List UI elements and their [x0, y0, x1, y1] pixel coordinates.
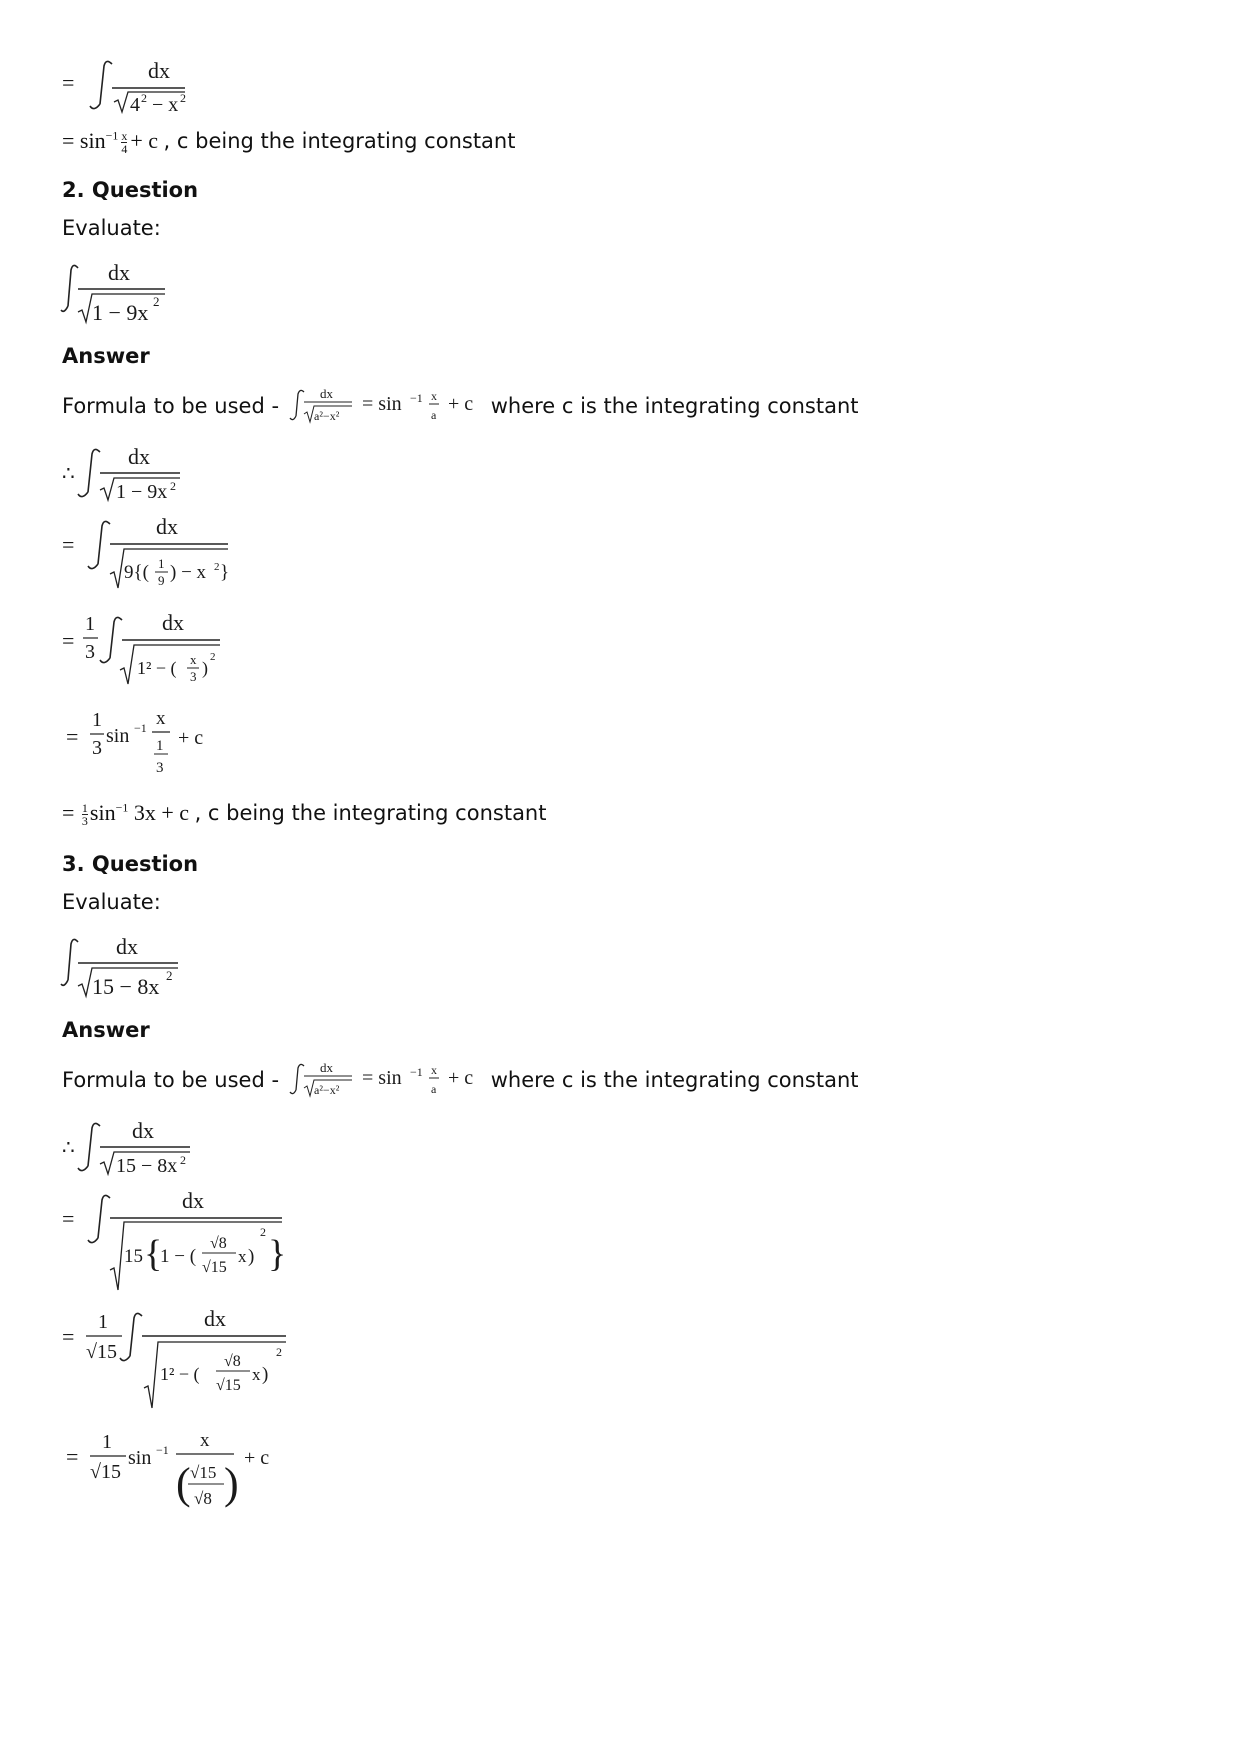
- svg-text:2: 2: [170, 479, 176, 493]
- svg-text:3: 3: [190, 669, 197, 684]
- q3-integral: [58, 930, 268, 1002]
- svg-text:dx: dx: [128, 444, 150, 469]
- q2-formula-line: [62, 384, 859, 428]
- math-render: [60, 50, 260, 120]
- svg-text:= sin: = sin: [361, 1067, 402, 1089]
- svg-text:dx: dx: [116, 934, 138, 959]
- formula-prefix: Formula to be used -: [62, 394, 286, 418]
- svg-text:√8: √8: [224, 1353, 241, 1370]
- svg-text:√15: √15: [86, 1341, 117, 1363]
- q2-step-2: [60, 512, 280, 596]
- q2-integral: [58, 256, 258, 328]
- q3-step-3: [60, 1304, 330, 1414]
- formula-prefix: Formula to be used -: [62, 1068, 286, 1092]
- math-render: [60, 608, 280, 692]
- svg-text:=: =: [62, 628, 75, 653]
- svg-text:9: 9: [158, 573, 165, 588]
- svg-text:a²−x²: a²−x²: [313, 1083, 339, 1097]
- svg-text:2: 2: [210, 651, 216, 663]
- svg-text:dx: dx: [319, 386, 333, 401]
- q2-result-line: [62, 800, 546, 836]
- svg-text:15: 15: [124, 1246, 143, 1267]
- svg-text:2: 2: [141, 91, 147, 105]
- svg-text:−1: −1: [156, 1443, 169, 1457]
- svg-text:2: 2: [180, 1153, 186, 1167]
- svg-text:=: =: [66, 1444, 79, 1469]
- svg-text:1: 1: [102, 1431, 112, 1453]
- svg-text:√15: √15: [190, 1463, 217, 1482]
- q3-step-4: [60, 1424, 320, 1524]
- svg-text:1 − 9x: 1 − 9x: [92, 300, 149, 325]
- svg-text:3: 3: [92, 737, 102, 759]
- svg-text:): ): [224, 1459, 239, 1508]
- math-render: [58, 930, 268, 1002]
- svg-text:1: 1: [98, 1311, 108, 1333]
- svg-text:}: }: [268, 1233, 287, 1275]
- svg-text:): ): [262, 1364, 269, 1385]
- q2-evaluate-label: Evaluate:: [62, 216, 161, 240]
- q3-step-2: [60, 1186, 330, 1296]
- svg-text:+ c: + c: [244, 1447, 270, 1469]
- svg-text:}: }: [220, 562, 230, 583]
- svg-text:): ): [248, 1246, 255, 1267]
- svg-text:∴: ∴: [62, 463, 75, 485]
- svg-text:+ c: + c: [447, 393, 473, 415]
- svg-text:=: =: [62, 1324, 75, 1349]
- svg-text:a: a: [430, 1082, 437, 1096]
- svg-text:√8: √8: [194, 1489, 212, 1508]
- svg-text:−1: −1: [134, 721, 147, 735]
- svg-text:1: 1: [92, 709, 102, 731]
- q2-step-1: [60, 440, 260, 512]
- svg-text:3: 3: [85, 641, 95, 663]
- svg-text:1 − (: 1 − (: [160, 1246, 197, 1267]
- svg-text:dx: dx: [148, 58, 170, 83]
- svg-text:2: 2: [180, 91, 186, 105]
- svg-text:dx: dx: [108, 260, 130, 285]
- math-render: [60, 512, 280, 596]
- result-math: = $\frac{1}{3}$ $\sin^{-1} 3x + c$: [62, 800, 195, 829]
- math-render: [60, 1114, 280, 1186]
- svg-text:4: 4: [130, 94, 140, 116]
- svg-text:3: 3: [156, 760, 164, 776]
- q2-answer-label: Answer: [62, 344, 150, 368]
- svg-text:x: x: [200, 1430, 210, 1451]
- svg-text:1: 1: [156, 738, 164, 754]
- svg-text:+ c: + c: [178, 727, 204, 749]
- svg-text:x: x: [430, 1063, 437, 1077]
- result-math: = $\sin^{-1}$ $\frac{x}{4}$ + c: [62, 128, 164, 157]
- svg-text:x: x: [190, 652, 197, 667]
- svg-text:x: x: [238, 1247, 247, 1266]
- svg-text:2: 2: [276, 1345, 282, 1359]
- svg-text:a²−x²: a²−x²: [313, 409, 339, 423]
- svg-text:=: =: [62, 532, 75, 557]
- svg-text:a: a: [430, 408, 437, 422]
- math-render: [58, 256, 258, 328]
- q3-formula-line: [62, 1058, 859, 1102]
- q2-heading: 2. Question: [62, 178, 199, 202]
- svg-text:x: x: [156, 708, 166, 729]
- svg-text:=: =: [66, 724, 79, 749]
- svg-text:√15: √15: [216, 1377, 241, 1394]
- svg-text:) − x: ) − x: [170, 562, 207, 583]
- math-render: [60, 1304, 330, 1414]
- svg-text:1: 1: [85, 613, 95, 635]
- svg-text:−1: −1: [409, 391, 423, 405]
- svg-text:2: 2: [153, 294, 160, 309]
- svg-text:dx: dx: [156, 514, 178, 539]
- svg-text:=: =: [62, 70, 75, 95]
- svg-text:2: 2: [214, 561, 220, 573]
- svg-text:√15: √15: [202, 1259, 227, 1276]
- svg-text:1 − 9x: 1 − 9x: [116, 481, 168, 503]
- math-render: [60, 702, 280, 784]
- q2-step-4: [60, 702, 280, 784]
- svg-text:): ): [202, 658, 208, 678]
- svg-text:dx: dx: [182, 1188, 204, 1213]
- svg-text:dx: dx: [162, 610, 184, 635]
- svg-text:2: 2: [166, 968, 173, 983]
- svg-text:sin: sin: [128, 1447, 152, 1469]
- svg-text:dx: dx: [132, 1118, 154, 1143]
- svg-text:√8: √8: [210, 1235, 227, 1252]
- math-render: [60, 1424, 320, 1524]
- q3-step-1: [60, 1114, 280, 1186]
- svg-text:{: {: [144, 1233, 163, 1275]
- result-text: , c being the integrating constant: [163, 129, 516, 153]
- svg-text:x: x: [430, 389, 437, 403]
- math-render: [60, 1186, 330, 1296]
- svg-text:1² − (: 1² − (: [137, 658, 177, 678]
- svg-text:+ c: + c: [447, 1067, 473, 1089]
- step-integral-4-squared: [60, 50, 260, 120]
- svg-text:− x: − x: [152, 94, 179, 116]
- math-render: [60, 440, 260, 512]
- svg-text:√15: √15: [90, 1461, 121, 1483]
- q3-answer-label: Answer: [62, 1018, 150, 1042]
- svg-text:1: 1: [158, 556, 165, 571]
- svg-text:2: 2: [260, 1225, 266, 1239]
- formula-math: [286, 1058, 491, 1102]
- q3-evaluate-label: Evaluate:: [62, 890, 161, 914]
- svg-text:1² − (: 1² − (: [160, 1364, 200, 1384]
- result-text: , c being the integrating constant: [194, 801, 547, 825]
- formula-suffix: where c is the integrating constant: [490, 1068, 859, 1092]
- svg-text:9{(: 9{(: [124, 562, 149, 583]
- formula-math: [286, 384, 491, 428]
- svg-text:(: (: [176, 1459, 191, 1508]
- q3-heading: 3. Question: [62, 852, 199, 876]
- result-line-1: [62, 128, 515, 164]
- svg-text:15 − 8x: 15 − 8x: [92, 974, 160, 999]
- formula-suffix: where c is the integrating constant: [490, 394, 859, 418]
- q2-step-3: [60, 608, 280, 692]
- svg-text:x: x: [252, 1365, 261, 1384]
- svg-text:= sin: = sin: [361, 393, 402, 415]
- svg-text:=: =: [62, 1206, 75, 1231]
- svg-text:15 − 8x: 15 − 8x: [116, 1155, 178, 1177]
- svg-text:dx: dx: [204, 1306, 226, 1331]
- svg-text:−1: −1: [409, 1065, 423, 1079]
- svg-text:dx: dx: [319, 1060, 333, 1075]
- svg-text:sin: sin: [106, 725, 130, 747]
- svg-text:∴: ∴: [62, 1137, 75, 1159]
